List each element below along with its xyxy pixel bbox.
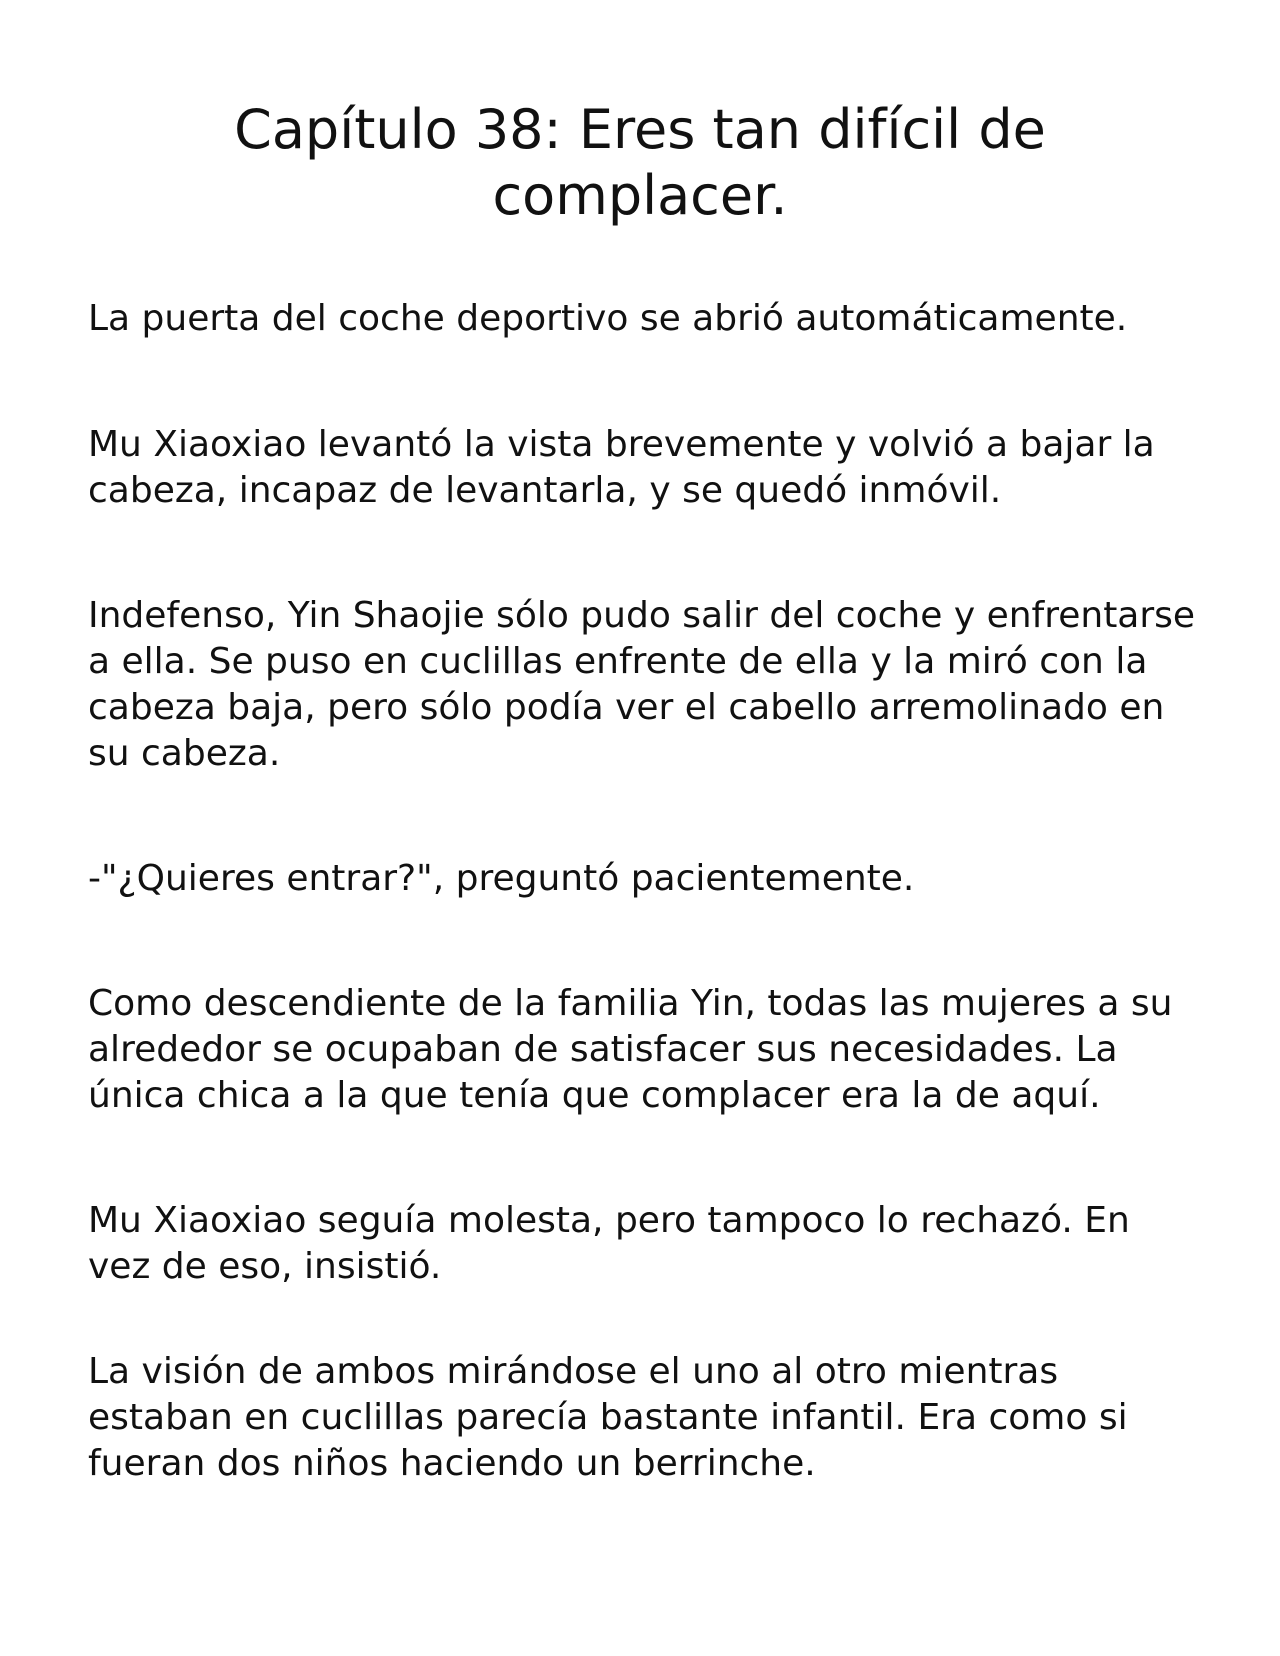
paragraph-7: La visión de ambos mirándose el uno al otro mientras estaban en cuclillas parecía bastante infantil. Era como si fueran dos niños haciendo un berrinche. <box>88 1351 1128 1484</box>
chapter-title-line-2: complacer. <box>492 164 788 227</box>
paragraph-3: Indefenso, Yin Shaojie sólo pudo salir del coche y enfrentarse a ella. Se puso en cuclillas enfrente de ella y la miró con la cabeza baja, pero sólo podía ver el cabello arremolinado en su cabeza. <box>88 595 1196 774</box>
paragraph-2: Mu Xiaoxiao levantó la vista brevemente y volvió a bajar la cabeza, incapaz de levantarla, y se quedó inmóvil. <box>88 424 1155 511</box>
chapter-title-line-1: Capítulo 38: Eres tan difícil de <box>234 98 1046 161</box>
chapter-title <box>88 0 1192 229</box>
paragraph-5: Como descendiente de la familia Yin, todas las mujeres a su alrededor se ocupaban de satisfacer sus necesidades. La única chica a la que tenía que complacer era la de aquí. <box>88 983 1173 1116</box>
paragraph-4: -"¿Quieres entrar?", preguntó pacientemente. <box>88 858 915 899</box>
paragraph-1: La puerta del coche deportivo se abrió automáticamente. <box>88 298 1128 339</box>
paragraph-6: Mu Xiaoxiao seguía molesta, pero tampoco lo rechazó. En vez de eso, insistió. <box>88 1200 1130 1287</box>
